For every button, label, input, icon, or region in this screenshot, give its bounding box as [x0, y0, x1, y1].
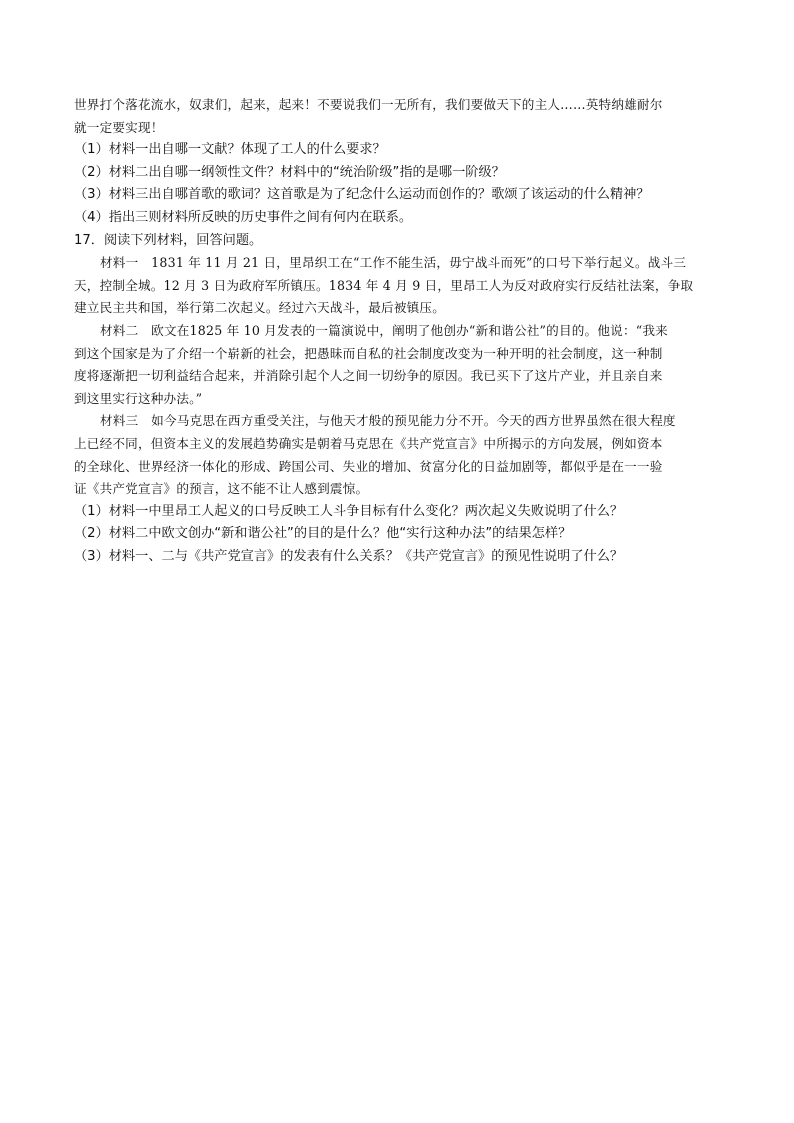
q16-subquestion-1: （1）材料一出自哪一文献？体现了工人的什么要求？	[74, 142, 386, 158]
q17-material2-line-4: 到这里实行这种办法。”	[74, 390, 203, 406]
q16-subquestion-3: （3）材料三出自哪首歌的歌词？这首歌是为了纪念什么运动而创作的？歌颂了该运动的什么精神？	[74, 187, 650, 203]
page-content	[74, 94, 724, 568]
q17-material1-line-2: 天，控制全城。12 月 3 日为政府军所镇压。1834 年 4 月 9 日，里昂工人为反对政府实行反结社法案，争取	[74, 277, 694, 293]
q17-material2-line-3: 度将逐渐把一切利益结合起来，并消除引起个人之间一切纷争的原因。我已买下了这片产业，并且亲自来	[74, 368, 663, 384]
q17-material1-line-1: 材料一 1831 年 11 月 21 日，里昂织工在“工作不能生活，毋宁战斗而死”的口号下举行起义。战斗三	[100, 255, 687, 271]
q17-stem: 17．阅读下列材料，回答问题。	[74, 232, 263, 248]
continuation-line-2: 就一定要实现！	[74, 119, 164, 135]
q17-subquestion-1: （1）材料一中里昂工人起义的口号反映工人斗争目标有什么变化？两次起义失败说明了什么？	[74, 503, 624, 519]
q17-material2-line-1: 材料二 欧文在1825 年 10 月发表的一篇演说中，阐明了他创办“新和谐公社”的目的。他说：“我来	[100, 322, 668, 338]
q16-subquestion-2: （2）材料二出自哪一纲领性文件？材料中的“统治阶级”指的是哪一阶级？	[74, 164, 505, 180]
q17-material3-line-2: 上已经不同，但资本主义的发展趋势确实是朝着马克思在《共产党宣言》中所揭示的方向发展，例如资本	[74, 435, 663, 451]
q17-subquestion-3: （3）材料一、二与《共产党宣言》的发表有什么关系？《共产党宣言》的预见性说明了什么？	[74, 548, 624, 564]
q17-material3-line-4: 证《共产党宣言》的预言，这不能不让人感到震惊。	[74, 481, 369, 497]
q17-subquestion-2: （2）材料二中欧文创办“新和谐公社”的目的是什么？他“实行这种办法”的结果怎样？	[74, 526, 572, 542]
continuation-line-1: 世界打个落花流水，奴隶们，起来，起来！不要说我们一无所有，我们要做天下的主人……英特纳雄耐尔	[74, 97, 663, 112]
q17-material3-line-3: 的全球化、世界经济一体化的形成、跨国公司、失业的增加、贫富分化的日益加剧等，都似乎是在一一验	[74, 458, 663, 474]
q17-material2-line-2: 到这个国家是为了介绍一个崭新的社会，把愚昧而自私的社会制度改变为一种开明的社会制度，这一种制	[74, 345, 663, 361]
q17-material3-line-1: 材料三 如今马克思在西方重受关注，与他天才般的预见能力分不开。今天的西方世界虽然在很大程度	[100, 413, 676, 429]
q16-subquestion-4: （4）指出三则材料所反映的历史事件之间有何内在联系。	[74, 209, 413, 225]
q17-material1-line-3: 建立民主共和国，举行第二次起义。经过六天战斗，最后被镇压。	[74, 300, 446, 316]
